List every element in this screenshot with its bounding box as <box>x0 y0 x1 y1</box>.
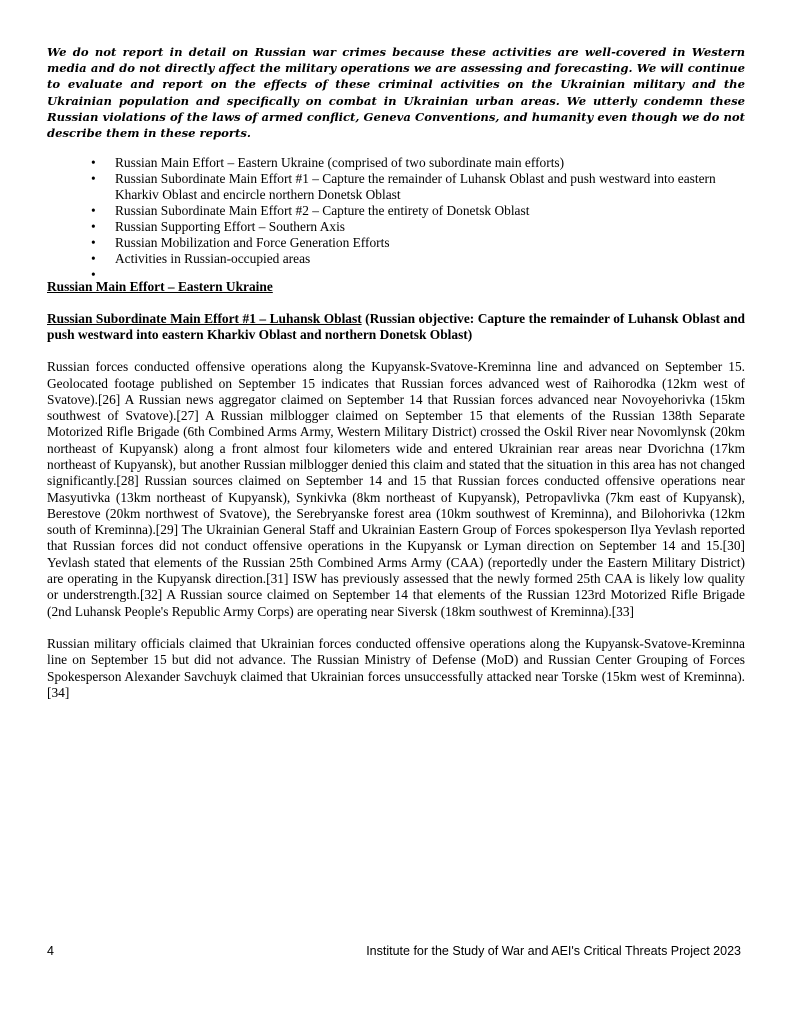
topics-list <box>47 155 745 279</box>
list-item-empty <box>115 267 745 279</box>
body-paragraph: Russian forces conducted offensive operations along the Kupyansk-Svatove-Kreminna line and advanced on September 15. Geolocated footage published on September 15 indicates that Russian forces advanced west of Raihorodka (12km west of Svatove).[26] A Russian news aggregator claimed on September 14 that Russian forces advanced near Novoyehorivka (15km southwest of Svatove).[27] A Russian milblogger claimed on September 15 that elements of the Russian 138th Separate Motorized Rifle Brigade (6th Combined Arms Army, Western Military District) crossed the Oskil River near Novomlynsk (20km northeast of Kupyansk) along a front almost four kilometers wide and entered Ukrainian rear areas near Dvorichna (17km northeast of Kupyansk), but another Russian milblogger denied this claim and stated that the situation in this area has not changed significantly.[28] Russian sources claimed on September 14 and 15 that Russian forces conducted offensive operations near Masyutivka (13km northeast of Kupyansk), Synkivka (8km northeast of Kupyansk), Petropavlivka (7km east of Kupyansk), Berestove (20km northwest of Svatove), the Serebryanske forest area (10km southwest of Kreminna), and Bilohorivka (12km south of Kreminna).[29] The Ukrainian General Staff and Ukrainian Eastern Group of Forces spokesperson Ilya Yevlash reported that Russian forces did not conduct offensive operations in the Kupyansk or Lyman direction on September 14 and 15.[30] Yevlash stated that elements of the Russian 25th Combined Arms Army (CAA) (reportedly under the Eastern Military District) are operating in the Kupyansk direction.[31] ISW has previously assessed that the newly formed 25th CAA is likely low quality or understrength.[32] A Russian source claimed on September 14 that elements of the Russian 123rd Motorized Rifle Brigade (2nd Luhansk People's Republic Army Corps) are operating near Siversk (18km southwest of Kreminna).[33] <box>47 359 745 619</box>
page-footer <box>47 944 741 960</box>
body-paragraph: Russian military officials claimed that Ukrainian forces conducted offensive operations along the Kupyansk-Svatove-Kreminna line on September 15 but did not advance. The Russian Ministry of Defense (MoD) and Russian Center Grouping of Forces Spokesperson Alexander Savchuyk claimed that Ukrainian forces unsuccessfully attacked near Torske (15km west of Kreminna).[34] <box>47 635 745 700</box>
list-item: • Russian Subordinate Main Effort #2 – Capture the entirety of Donetsk Oblast <box>115 203 745 219</box>
list-item: • Russian Supporting Effort – Southern Axis <box>115 219 745 235</box>
page-number: 4 <box>47 944 54 958</box>
list-item: • Activities in Russian-occupied areas <box>115 251 745 267</box>
subsection-title: Russian Subordinate Main Effort #1 – Luhansk Oblast <box>47 311 362 327</box>
list-item: • Russian Main Effort – Eastern Ukraine (comprised of two subordinate main efforts) <box>115 155 745 171</box>
list-item: • Russian Subordinate Main Effort #1 – Capture the remainder of Luhansk Oblast and push westward into eastern Kharkiv Oblast and encircle northern Donetsk Oblast <box>115 171 745 203</box>
subsection-objective: (Russian objective: Capture the remainder of Luhansk Oblast and push westward into eastern Kharkiv Oblast and northern Donetsk Oblast) <box>47 311 746 343</box>
subsection-heading <box>47 311 745 343</box>
document-page <box>47 44 745 701</box>
section-heading: Russian Main Effort – Eastern Ukraine <box>47 279 273 295</box>
footer-organization: Institute for the Study of War and AEI's Critical Threats Project 2023 <box>366 944 741 958</box>
disclaimer-paragraph: We do not report in detail on Russian war crimes because these activities are well-covered in Western media and do not directly affect the military operations we are assessing and forecasting. We will continue to evaluate and report on the effects of these criminal activities on the Ukrainian military and the Ukrainian population and specifically on combat in Ukrainian urban areas. We utterly condemn these Russian violations of the laws of armed conflict, Geneva Conventions, and humanity even though we do not describe them in these reports. <box>47 45 745 141</box>
list-item: • Russian Mobilization and Force Generation Efforts <box>115 235 745 251</box>
